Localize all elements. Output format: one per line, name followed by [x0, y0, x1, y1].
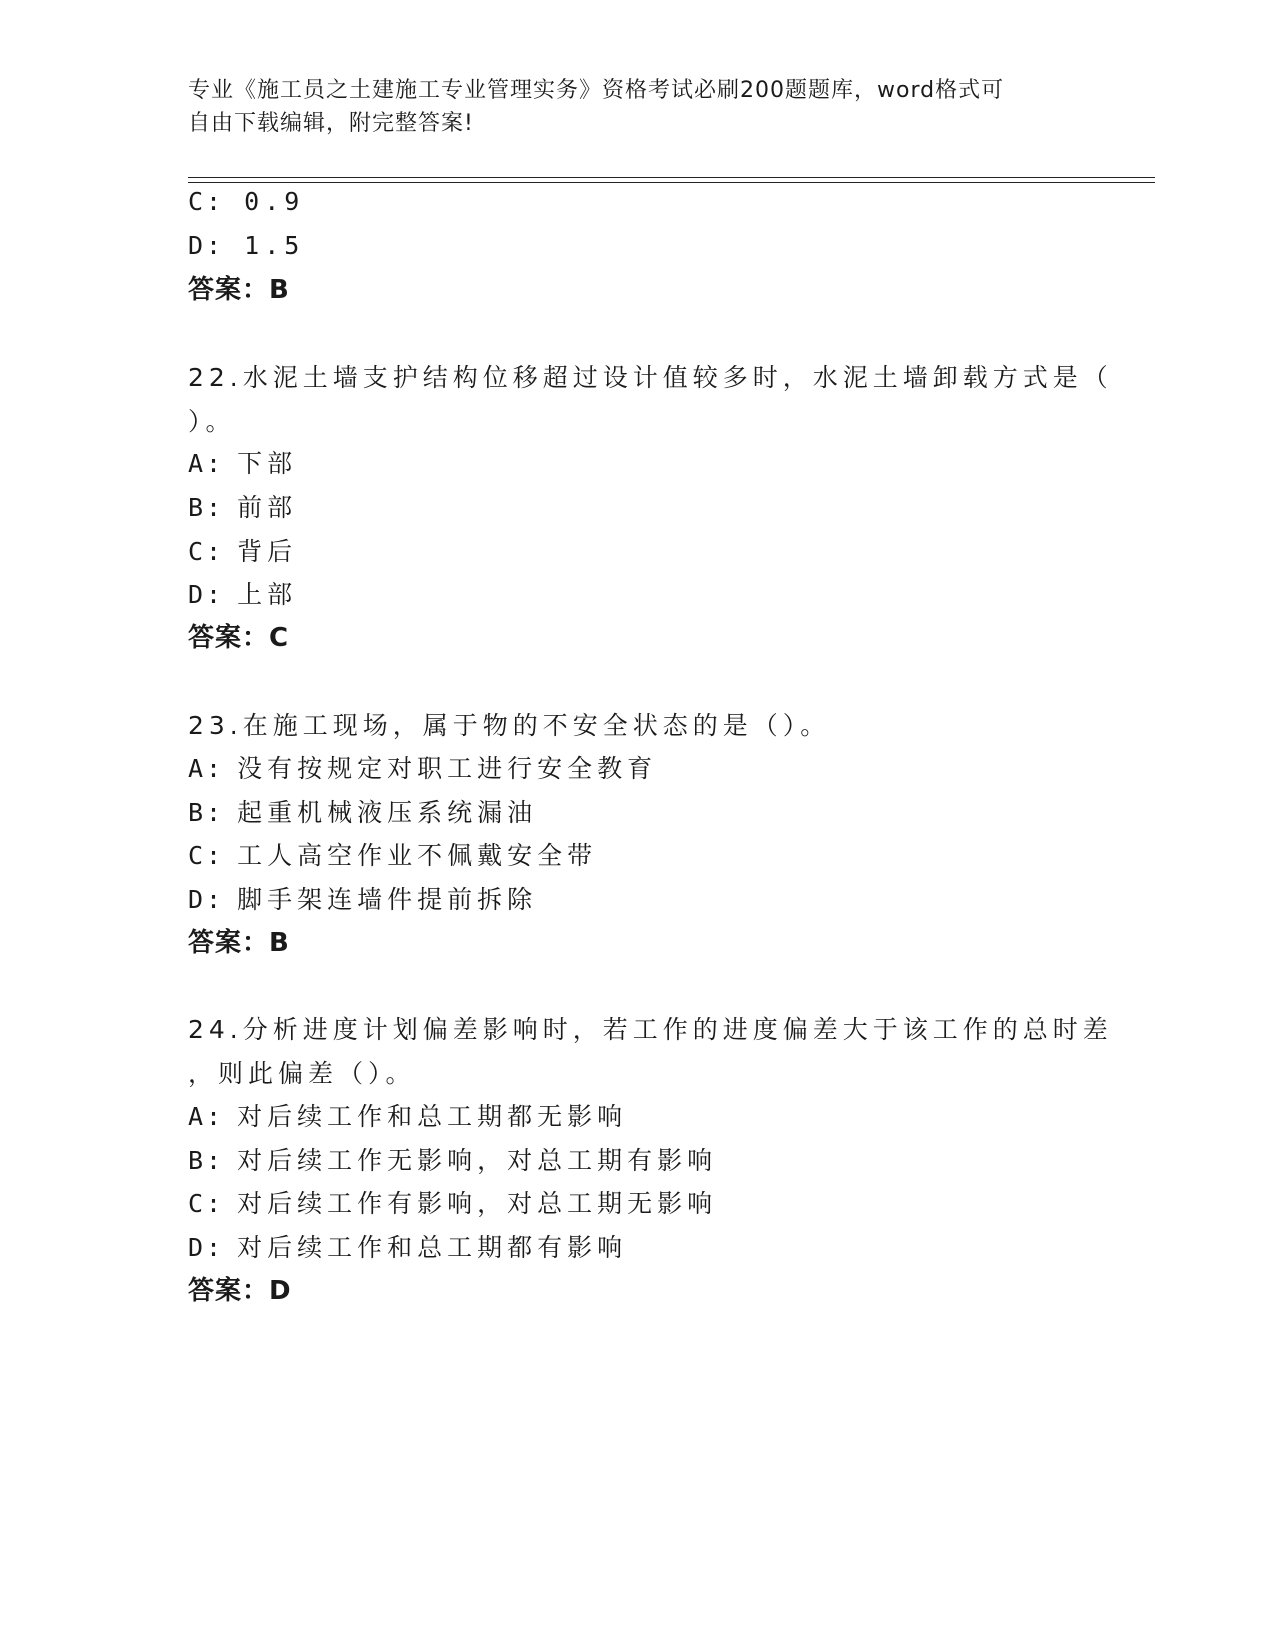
answer-line: 答案：B	[188, 275, 290, 305]
option-text: 起重机械液压系统漏油	[237, 798, 538, 827]
option-text: 背后	[237, 537, 298, 566]
option-d	[188, 229, 304, 263]
document-header	[188, 74, 1088, 140]
option-letter: A:	[188, 754, 225, 783]
option-letter: C:	[188, 537, 225, 566]
question-24-text: 24.分析进度计划偏差影响时，若工作的进度偏差大于该工作的总时差	[188, 1015, 1113, 1044]
option-d	[188, 1231, 627, 1265]
option-text: 对后续工作有影响，对总工期无影响	[237, 1189, 718, 1218]
option-b	[188, 491, 297, 525]
option-letter: C:	[188, 841, 225, 870]
option-text: 没有按规定对职工进行安全教育	[237, 754, 658, 783]
option-letter: D:	[188, 231, 225, 260]
question-22-text: 22.水泥土墙支护结构位移超过设计值较多时，水泥土墙卸载方式是（	[188, 363, 1113, 392]
option-letter: C:	[188, 1189, 225, 1218]
option-text: 下部	[237, 449, 298, 478]
answer-line: 答案：D	[188, 1276, 292, 1306]
question-24-text-cont: ，则此偏差（）。	[188, 1059, 416, 1088]
option-text: 上部	[237, 580, 298, 609]
option-a	[188, 1100, 627, 1134]
option-a	[188, 447, 297, 481]
option-letter: D:	[188, 1233, 225, 1262]
option-text: 对后续工作无影响，对总工期有影响	[237, 1146, 718, 1175]
answer-line: 答案：B	[188, 928, 290, 958]
option-c	[188, 1187, 717, 1221]
question-22-text-cont: ）。	[188, 407, 236, 436]
header-line-1: 专业《施工员之土建施工专业管理实务》资格考试必刷200题题库，word格式可	[188, 78, 1005, 103]
option-text: 前部	[237, 493, 298, 522]
option-letter: B:	[188, 1146, 225, 1175]
option-b	[188, 1144, 717, 1178]
option-d	[188, 578, 297, 612]
answer-line: 答案：C	[188, 623, 290, 653]
option-c	[188, 535, 297, 569]
option-text: 脚手架连墙件提前拆除	[237, 885, 538, 914]
option-letter: A:	[188, 1102, 225, 1131]
option-c	[188, 839, 597, 873]
option-text: 对后续工作和总工期都有影响	[237, 1233, 628, 1262]
option-d	[188, 883, 537, 917]
option-text: 0.9	[244, 187, 305, 216]
option-text: 工人高空作业不佩戴安全带	[237, 841, 598, 870]
option-letter: D:	[188, 885, 225, 914]
option-letter: A:	[188, 449, 225, 478]
option-a	[188, 752, 657, 786]
header-line-2: 自由下载编辑，附完整答案!	[188, 111, 474, 136]
header-divider-top	[188, 177, 1155, 178]
question-23-text: 23.在施工现场，属于物的不安全状态的是（）。	[188, 711, 831, 740]
header-divider-bottom	[188, 182, 1155, 183]
option-letter: B:	[188, 798, 225, 827]
option-letter: D:	[188, 580, 225, 609]
option-b	[188, 796, 537, 830]
option-c	[188, 185, 304, 219]
option-letter: C:	[188, 187, 225, 216]
option-text: 1.5	[244, 231, 305, 260]
option-letter: B:	[188, 493, 225, 522]
option-text: 对后续工作和总工期都无影响	[237, 1102, 628, 1131]
